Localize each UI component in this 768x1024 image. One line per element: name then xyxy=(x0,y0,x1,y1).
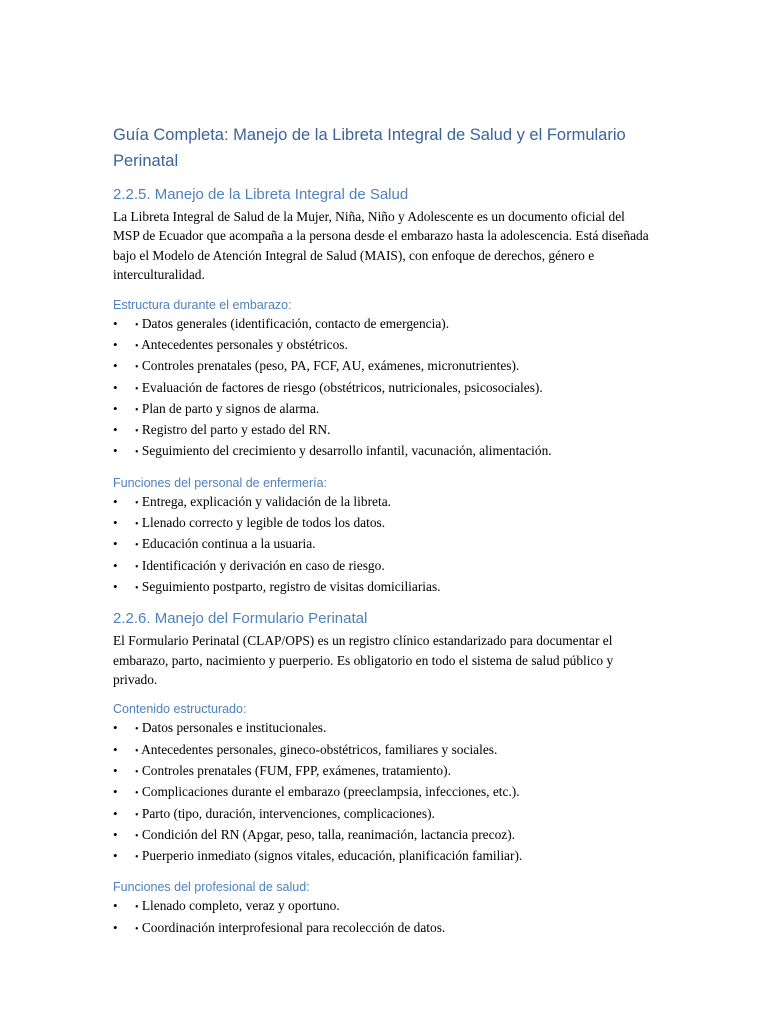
list-item xyxy=(113,556,653,577)
document-body xyxy=(113,185,653,939)
inner-bullet-icon: • xyxy=(135,319,139,331)
bullet-icon: • xyxy=(113,826,118,842)
bullet-list xyxy=(113,718,653,867)
list-item xyxy=(113,846,653,867)
section-paragraph: El Formulario Perinatal (CLAP/OPS) es un registro clínico estandarizado para documentar el embarazo, parto, nacimiento y puerperio. Es obligatorio en todo el sistema de salud público y privado. xyxy=(113,633,614,687)
document-page xyxy=(113,122,653,950)
inner-bullet-icon: • xyxy=(135,340,139,352)
subsection-heading: Estructura durante el embarazo: xyxy=(113,297,292,312)
list-item xyxy=(113,577,653,598)
inner-bullet-icon: • xyxy=(135,923,139,935)
list-item xyxy=(113,492,653,513)
bullet-list xyxy=(113,896,653,939)
inner-bullet-icon: • xyxy=(135,582,139,594)
list-item xyxy=(113,896,653,917)
document-title: Guía Completa: Manejo de la Libreta Integral de Salud y el Formulario Perinatal xyxy=(113,126,626,170)
inner-bullet-icon: • xyxy=(135,902,139,914)
list-item xyxy=(113,804,653,825)
bullet-icon: • xyxy=(113,536,118,552)
list-item-text: Evaluación de factores de riesgo (obstétricos, nutricionales, psicosociales). xyxy=(141,379,543,395)
inner-bullet-icon: • xyxy=(135,404,139,416)
list-item xyxy=(113,356,653,377)
list-item xyxy=(113,314,653,335)
list-item-text: Datos generales (identificación, contacto de emergencia). xyxy=(141,315,450,331)
subsection-heading: Contenido estructurado: xyxy=(113,702,247,717)
list-item-text: Seguimiento del crecimiento y desarrollo infantil, vacunación, alimentación. xyxy=(141,443,552,459)
inner-bullet-icon: • xyxy=(135,540,139,552)
bullet-icon: • xyxy=(113,763,118,778)
bullet-icon: • xyxy=(113,443,118,459)
bullet-icon: • xyxy=(113,919,118,935)
bullet-icon: • xyxy=(113,493,118,509)
list-item xyxy=(113,918,653,939)
list-item xyxy=(113,441,653,462)
list-item-text: Puerperio inmediato (signos vitales, educación, planificación familiar). xyxy=(141,848,523,864)
list-item-text: Controles prenatales (peso, PA, FCF, AU, exámenes, micronutrientes). xyxy=(141,358,520,374)
list-item-text: Complicaciones durante el embarazo (preeclampsia, infecciones, etc.). xyxy=(141,784,520,800)
inner-bullet-icon: • xyxy=(135,497,139,509)
list-item xyxy=(113,399,653,420)
list-item-text: Entrega, explicación y validación de la libreta. xyxy=(141,493,391,509)
list-item xyxy=(113,378,653,399)
subsection-heading: Funciones del personal de enfermería: xyxy=(113,475,328,490)
inner-bullet-icon: • xyxy=(135,788,139,800)
bullet-icon: • xyxy=(113,898,118,914)
bullet-list xyxy=(113,492,653,598)
list-item-text: Educación continua a la usuaria. xyxy=(141,536,316,552)
list-item-text: Condición del RN (Apgar, peso, talla, reanimación, lactancia precoz). xyxy=(141,826,516,842)
inner-bullet-icon: • xyxy=(135,362,139,374)
list-item xyxy=(113,718,653,739)
bullet-icon: • xyxy=(113,720,118,736)
bullet-icon: • xyxy=(113,400,118,416)
section-paragraph: La Libreta Integral de Salud de la Mujer, Niña, Niño y Adolescente es un documento oficial del MSP de Ecuador que acompaña a la persona desde el embarazo hasta la adolescencia. Está diseñada bajo el Modelo de Atención Integral de Salud (MAIS), con enfoque de derechos, género e interculturalidad. xyxy=(113,209,649,283)
list-item-text: Seguimiento postparto, registro de visitas domiciliarias. xyxy=(141,578,441,594)
list-item xyxy=(113,420,653,441)
inner-bullet-icon: • xyxy=(135,745,139,757)
inner-bullet-icon: • xyxy=(135,447,139,459)
bullet-icon: • xyxy=(113,422,118,438)
list-item-text: Antecedentes personales y obstétricos. xyxy=(141,336,348,352)
bullet-icon: • xyxy=(113,358,118,374)
list-item-text: Registro del parto y estado del RN. xyxy=(141,422,331,438)
section-heading: 2.2.6. Manejo del Formulario Perinatal xyxy=(113,610,368,628)
list-item-text: Parto (tipo, duración, intervenciones, complicaciones). xyxy=(141,805,435,821)
bullet-icon: • xyxy=(113,379,118,395)
list-item xyxy=(113,335,653,356)
inner-bullet-icon: • xyxy=(135,519,139,530)
inner-bullet-icon: • xyxy=(135,426,139,438)
list-item-text: Plan de parto y signos de alarma. xyxy=(141,400,320,416)
list-item xyxy=(113,782,653,803)
list-item xyxy=(113,534,653,555)
list-item-text: Antecedentes personales, gineco-obstétricos, familiares y sociales. xyxy=(141,741,498,757)
list-item-text: Coordinación interprofesional para recolección de datos. xyxy=(141,919,446,935)
bullet-icon: • xyxy=(113,315,118,331)
list-item-text: Llenado correcto y legible de todos los datos. xyxy=(141,515,386,530)
bullet-icon: • xyxy=(113,741,118,757)
bullet-icon: • xyxy=(113,848,118,864)
list-item xyxy=(113,825,653,846)
inner-bullet-icon: • xyxy=(135,809,139,821)
list-item-text: Identificación y derivación en caso de riesgo. xyxy=(141,557,385,573)
inner-bullet-icon: • xyxy=(135,561,139,573)
inner-bullet-icon: • xyxy=(135,852,139,864)
inner-bullet-icon: • xyxy=(135,383,139,395)
inner-bullet-icon: • xyxy=(135,724,139,736)
bullet-icon: • xyxy=(113,805,118,821)
list-item-text: Controles prenatales (FUM, FPP, exámenes, tratamiento). xyxy=(141,763,451,778)
list-item xyxy=(113,761,653,782)
bullet-icon: • xyxy=(113,578,118,594)
bullet-list xyxy=(113,314,653,463)
inner-bullet-icon: • xyxy=(135,767,139,778)
list-item-text: Datos personales e institucionales. xyxy=(141,720,327,736)
list-item xyxy=(113,740,653,761)
subsection-heading: Funciones del profesional de salud: xyxy=(113,880,310,895)
list-item-text: Llenado completo, veraz y oportuno. xyxy=(141,898,340,914)
section-heading: 2.2.5. Manejo de la Libreta Integral de Salud xyxy=(113,186,409,203)
list-item xyxy=(113,513,653,534)
inner-bullet-icon: • xyxy=(135,830,139,842)
bullet-icon: • xyxy=(113,784,118,800)
bullet-icon: • xyxy=(113,515,118,530)
bullet-icon: • xyxy=(113,336,118,352)
bullet-icon: • xyxy=(113,557,118,573)
